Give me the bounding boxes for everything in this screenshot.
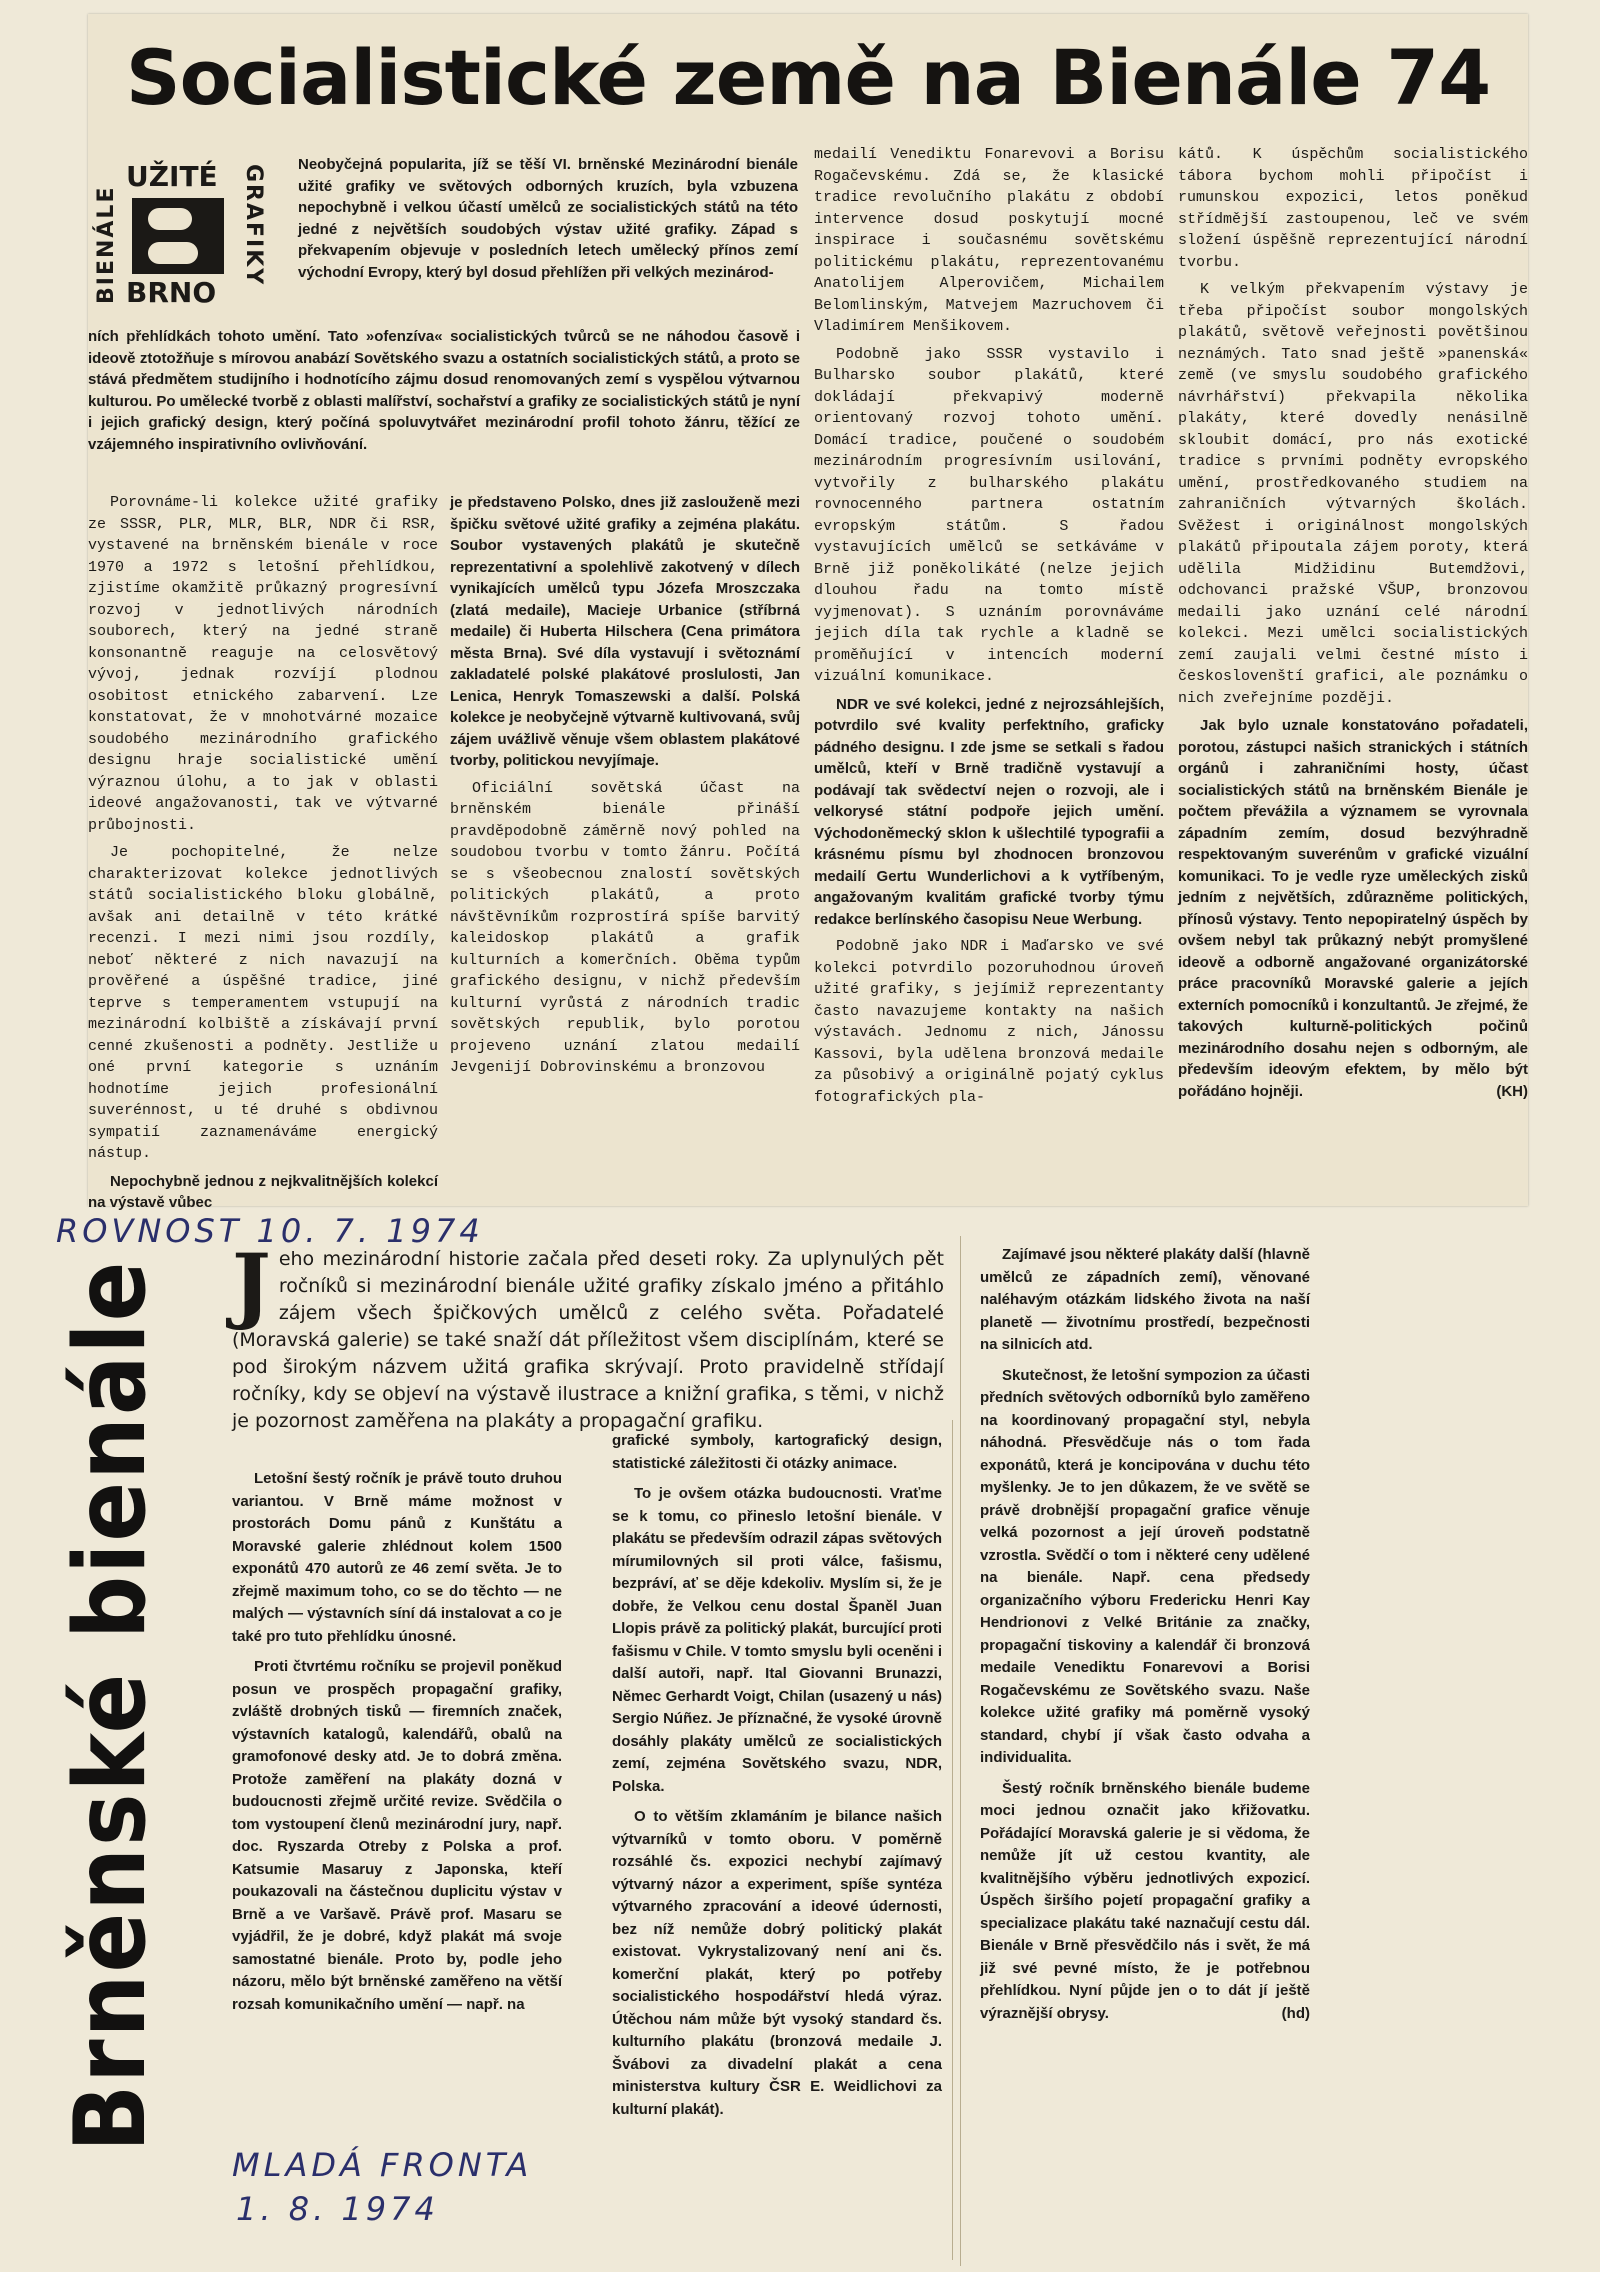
paragraph: K velkým překvapením výstavy je třeba připočíst soubor mongolských plakátů, světově veřejnosti povětšinou neznámých. Tato snad ještě »panenská« země (ve smyslu soudobého grafického návrhářství) překvapila několika plakáty, které dovedly nenásilně skloubit domácí, pro nás exotické tradice s prvními podněty evropského umění, prostředkovaného studiem na zahraničních výtvarných školách. Svěžest i originálnost mongolských plakátů připoutala zájem poroty, která udělila Midžidinu Butemdžovi, odchovanci pražské VŠUP, bronzovou medaili jako uznání celé národní kolekci. Mezi umělci socialistických zemí zaujali velmi čestné místo i českoslovenští grafici, ale poznámku o nich zveřejníme později. xyxy=(1178,281,1528,707)
logo-brno-text: BRNO xyxy=(126,276,217,309)
lead-text: eho mezinárodní historie začala před deseti roky. Za uplynulých pět ročníků si mezinárodní bienále užité grafiky získalo jméno a přitáhlo zájem všech špičkových umělců z celého světa. Pořadatelé (Moravská galerie) se také snaží dát příležitost všem disciplínám, které se pod širokým názvem užitá grafika skrývají. Proto pravidelně střídají ročníky, kdy se objeví na výstavě ilustrace a knižní grafika, s těmi, v nichž je pozornost zaměřena na plakáty a propagační grafiku. xyxy=(232,1248,944,1432)
paragraph-text: Šestý ročník brněnského bienále budeme moci jednou označit jako křižovatku. Pořádající Moravská galerie je si vědoma, že nemůže jít už cestou kvantity, ale kvalitnějšího výběru jednotlivých expozicí. Úspěch širšího pojetí propagační grafiky a specializace plakátu také naznačují cestu dál. Bienále v Brně přesvědčilo nás i svět, že má již své pevné místo, že je potřebnou přehlídkou. Nyní půjde jen o to dát jí ještě výraznější obrysy. xyxy=(980,1779,1310,2022)
paragraph: NDR ve své kolekci, jedné z nejrozsáhlejších, potvrdilo své kvality perfektního, graficky pádného designu. I zde jsme se setkali s řadou umělců, kteří v Brně tradičně vystavují a podávají tak svědectví nejen o rozvoji, ale i velkorysé státní podpoře jejich umění. Východoněmecký sklon k ušlechtilé typografii a krásnému písmu byl zhodnocen bronzovou medailí Gertu Wunderlichovi a k vytříbeným, angažovaným kvalitám grafické tvorby týmu redakce berlínského časopisu Neue Werbung. xyxy=(814,695,1164,928)
paragraph: Letošní šestý ročník je právě touto druhou variantou. V Brně máme možnost v prostorách Domu pánů z Kunštátu a Moravské galerie zhlédnout kolem 1500 exponátů 470 autorů ze 46 zemí světa. Je to zřejmě maximum toho, co se do těchto — ne malých — výstavních síní dá instalovat a co je také pro tuto přehlídku únosné. xyxy=(232,1470,562,1645)
paragraph: O to větším zklamáním je bilance našich výtvarníků v tomto oboru. V poměrně rozsáhlé čs. expozici nechybí zajímavý výtvarný názor a experiment, spíše syntéza výtvarného zpracování a ideové údernosti, bez níž nemůže dobrý politický plakát existovat. Vykrystalizovaný není ani čs. komerční plakát, který po potřeby socialistického hospodářství hledá výraz. Útěchou nám může být vysoký standard čs. kulturního plakátu (bronzová medaile J. Švábovi za divadelní plakát a cena ministerstva kultury ČSR E. Weidlichovi za kulturní plakát). xyxy=(612,1808,942,2118)
article2-column-3 xyxy=(980,1244,1310,2033)
clipping-bienale-74 xyxy=(88,14,1528,1211)
logo-uzite-text: UŽITÉ xyxy=(126,160,218,193)
vertical-headline: Brněnské bienále xyxy=(54,1259,168,2152)
paragraph: je představeno Polsko, dnes již zaslouženě mezi špičku světové užité grafiky a zejména plakátu. Soubor vystavených plakátů je skutečně reprezentativní a spolehlivě zakotvený v dílech vynikajících umělců typu Józefa Mroszczaka (zlatá medaile), Macieje Urbanice (stříbrná medaile) či Huberta Hilschera (Cena primátora města Brna). Své díla vystavují i světoznámí zakladatelé polské plakátové proslulosti, Jan Lenica, Henryk Tomaszewski a další. Polská kolekce je neobyčejně výtvarně kultivovaná, svůj zájem uvážlivě věnuje všem oblastem plakátové tvorby, politickou nevyjímaje. xyxy=(450,494,800,769)
paragraph: Porovnáme-li kolekce užité grafiky ze SSSR, PLR, MLR, BLR, NDR či RSR, vystavené na brněnském bienále v roce 1970 a 1972 s letošní přehlídkou, zjistíme okamžitě průkazný progresívní rozvoj v jednotlivých národních souborech, který na jedné straně konsonantně reaguje na celosvětový vývoj, jednak rozvíjí plodnou osobitost etnického zabarvení. Lze konstatovat, že v mnohotvárné mozaice soudobého mezinárodního grafického designu hraje socialistické umění výraznou úlohu, a to jak v oblasti ideové angažovanosti, tak ve výtvarné průbojnosti. xyxy=(88,494,438,834)
intro-paragraph-continued: ních přehlídkách tohoto umění. Tato »ofenzíva« socialistických tvůrců se ne náhodou časově i ideově ztotožňuje s mírovou anabází Sovětského svazu a ostatních socialistických států, a proto se stává předmětem studijního i hodnotícího zájmu dosud renomovaných zemí s vyspělou výtvarnou kulturou. Po umělecké tvorbě z oblasti malířství, sochařství a grafiky ze socialistických států je nyní i jejich grafický design, který počíná spoluvytvářet mezinárodní profil tohoto žánru, těžící ze vzájemného inspirativního ovlivňování. xyxy=(88,328,800,453)
author-signature: (KH) xyxy=(1496,1082,1528,1100)
author-signature: (hd) xyxy=(1281,2004,1310,2022)
logo-grafiky-text: GRAFIKY xyxy=(241,164,266,287)
article2-column-1 xyxy=(232,1468,562,2024)
column-2 xyxy=(450,492,800,1085)
lead-paragraph xyxy=(232,1237,944,1435)
paragraph: Podobně jako NDR i Maďarsko ve své kolekci potvrdilo pozoruhodnou úroveň užité grafiky, s jejímiž reprezentanty často navazujeme kontakty na našich výstavách. Jednomu z nich, Jánossu Kassovi, byla udělena bronzová medaile za působivý a originálně pojatý cyklus fotografických pla- xyxy=(814,938,1164,1106)
paragraph: Podobně jako SSSR vystavilo i Bulharsko soubor plakátů, které dokládají překvapivý moderně orientovaný rozvoj tohoto umění. Domácí tradice, poučené o soudobém mezinárodním progresívním usilování, vytvořily z bulharského plakátu rovnocenného partnera ostatním evropským státům. S řadou vystavujících umělců se setkáváme v Brně již poněkolikáté (nelze jejich dlouhou řadu na tomto místě vyjmenovat). S uznáním porovnáváme jejich díla tak rychle a kladně se proměňující v intencích moderní vizuální komunikace. xyxy=(814,345,1164,685)
bienale-logo xyxy=(88,154,288,324)
paragraph: Oficiální sovětská účast na brněnském bienále přináší pravděpodobně záměrně nový pohled na soudobou tvorbu v tomto žánru. Počítá se s všeobecnou znalostí sovětských politických plakátů, a proto návštěvníkům rozprostírá spíše barvitý kaleidoskop plakátů a grafik kulturních a komerčních. Oběma typům grafického designu, v nichž především kulturní vyrůstá z národních tradic sovětských republik, bylo porotou projeveno uznání zlatou medailí Jevgenijí Dobrovinskému a bronzovou xyxy=(450,779,800,1076)
handwritten-source-mlada-fronta: MLADÁ FRONTA xyxy=(232,2146,533,2184)
paragraph: Zajímavé jsou některé plakáty další (hlavně umělců ze západních zemí), věnované naléhavým otázkám lidského života na naší planetě — životnímu prostředí, bezpečnosti na silnicích atd. xyxy=(980,1246,1310,1353)
column-4 xyxy=(1178,144,1528,1108)
drop-cap: J xyxy=(232,1237,271,1333)
column-3 xyxy=(814,144,1164,1114)
paragraph: kátů. K úspěchům socialistického tábora bychom mohli připočíst i rumunskou expozici, letos poněkud střídmější zastoupenou, leč ve svém složení úspěšně reprezentující národní tvorbu. xyxy=(1178,146,1528,271)
paragraph: Proti čtvrtému ročníku se projevil poněkud posun ve prospěch propagační grafiky, zvláště drobných tisků — firemních značek, výstavních katalogů, kalendářů, obalů na gramofonové desky atd. Je to dobrá změna. Protože zaměření na plakáty dozná v budoucnosti zřejmě určité revize. Svědčila o tom vystoupení členů mezinárodní jury, např. doc. Ryszarda Otreby z Polska a prof. Katsumie Masaruy z Japonska, kteří poukazovali na částečnou duplicitu výstav v Brně a ve Varšavě. Právě prof. Masaru se vyjádřil, že je dobré, když plakát má svoje samostatné bienále. Proto by, podle jeho názoru, mělo být brněnské zaměřeno na větší rozsah komunikačního umění — např. na xyxy=(232,1658,562,2013)
paragraph: medailí Venediktu Fonarevovi a Borisu Rogačevskému. Zdá se, že klasické tradice revolučního plakátu z období intervence dosud poskytují mocné inspirace i současnému sovětskému politickému plakátu, reprezentovanému Anatolijem Alperovičem, Michailem Belomlinským, Matvejem Mazruchovem či Vladimírem Menšikovem. xyxy=(814,146,1164,335)
column-1 xyxy=(88,492,438,1220)
headline: Socialistické země na Bienále 74 xyxy=(125,33,1491,122)
logo-bienale-text: BIENÁLE xyxy=(94,185,119,304)
article2-column-2 xyxy=(612,1430,942,2129)
paragraph-text: Jak bylo uznale konstatováno pořadateli, porotou, zástupci našich stranických i státních orgánů i zahraničními hosty, účast socialistických států na brněnském Bienále je počtem převážila a významem se vyrovnala západním zemím, dosud bezvýhradně respektovaným suverénům v grafické vizuální komunikaci. To je vedle ryze uměleckých zisků jedním z největších, zdůrazněme politických, přínosů výstavy. Tento nepopiratelný úspěch by ovšem nebyl tak průkazný nebýt promyšlené ideově a odborně angažované organizátorské práce pracovníků Moravské galerie a jejích externích pomocníků i konzultantů. Je zřejmé, že takových kulturně-politických počinů mezinárodního dosahu nejen s odborným, ale především ideovým efektem, by mělo být pořádáno hojněji. xyxy=(1178,717,1528,1100)
paragraph xyxy=(980,1778,1310,2026)
handwritten-source-rovnost: ROVNOST 10. 7. 1974 xyxy=(56,1212,484,1250)
paragraph: Skutečnost, že letošní sympozion za účasti předních světových odborníků bylo zaměřeno na koordinovaný propagační styl, nebyla náhodná. Přesvědčuje nás o tom řada exponátů, která je koncipována v duchu této myšlenky. Je to jen důkazem, že ve světě se právě drobnější propagační grafice věnuje velká pozornost a její úroveň podstatně vzrostla. Svědčí o tom i některé ceny udělené na bienále. Např. cena předsedy organizačního výboru Fredericku Henri Kay Hendrionovi z Velké Británie za značky, propagační tiskoviny a kalendář či bronzová medaile Venediktu Fonarevovi a Borisi Rogačevskému ze Sovětského svazu. Naše kolekce užité grafiky má poměrně vysoký standard, chybí jí však často odvaha a individualita. xyxy=(980,1366,1310,1766)
logo-b-mark-icon xyxy=(132,198,224,274)
paragraph: Nepochybně jednou z nejkvalitnějších kolekcí na výstavě vůbec xyxy=(88,1172,438,1211)
paragraph xyxy=(1178,715,1528,1102)
handwritten-date: 1. 8. 1974 xyxy=(236,2190,439,2228)
paragraph: Je pochopitelné, že nelze charakterizovat kolekce jednotlivých států socialistického bloku globálně, avšak ani detailně v této krátké recenzi. I mezi nimi jsou rozdíly, neboť některé z nich navazují na prověřené a úspěšné tradice, jiné teprve s temperamentem vstupují na mezinárodní kolbiště a získávají první cenné zkušenosti a podněty. Jestliže u oné první kategorie s uznáním hodnotíme jejich profesionální suverénnost, u té druhé s obdivnou sympatií zaznamenáváme energický nástup. xyxy=(88,844,438,1162)
paragraph: To je ovšem otázka budoucnosti. Vraťme se k tomu, co přineslo letošní bienále. V plakátu se především odrazil zápas světových mírumilovných sil proti válce, fašismu, bezpráví, ať se děje kdekoliv. Myslím si, že je dobře, že Velkou cenu dostal Španěl Juan Llopis právě za politický plakát, burcující proti fašismu v Chile. V tomto smyslu byli oceněni i další autoři, např. Ital Giovanni Brunazzi, Němec Gerhardt Voigt, Chilan (usazený u nás) Sergio Núñez. Je příznačné, že vysoké úrovně dosáhly plakáty umělců ze socialistických zemí, zejména Sovětského svazu, NDR, Polska. xyxy=(612,1485,942,1795)
intro-paragraph: Neobyčejná popularita, jíž se těší VI. brněnské Mezinárodní bienále užité grafiky ve světových odborných kruzích, byla vzbuzena nepochybně i velkou účastí umělců ze socialistických států na této jedné z největších soudobých výstav užité grafiky. Západ s překvapením objevuje v posledních letech umělecký přínos zemí východní Evropy, který byl dosud přehlížen při velkých mezinárod- xyxy=(298,156,798,281)
paragraph: grafické symboly, kartografický design, statistické záležitosti či otázky animace. xyxy=(612,1432,942,1472)
